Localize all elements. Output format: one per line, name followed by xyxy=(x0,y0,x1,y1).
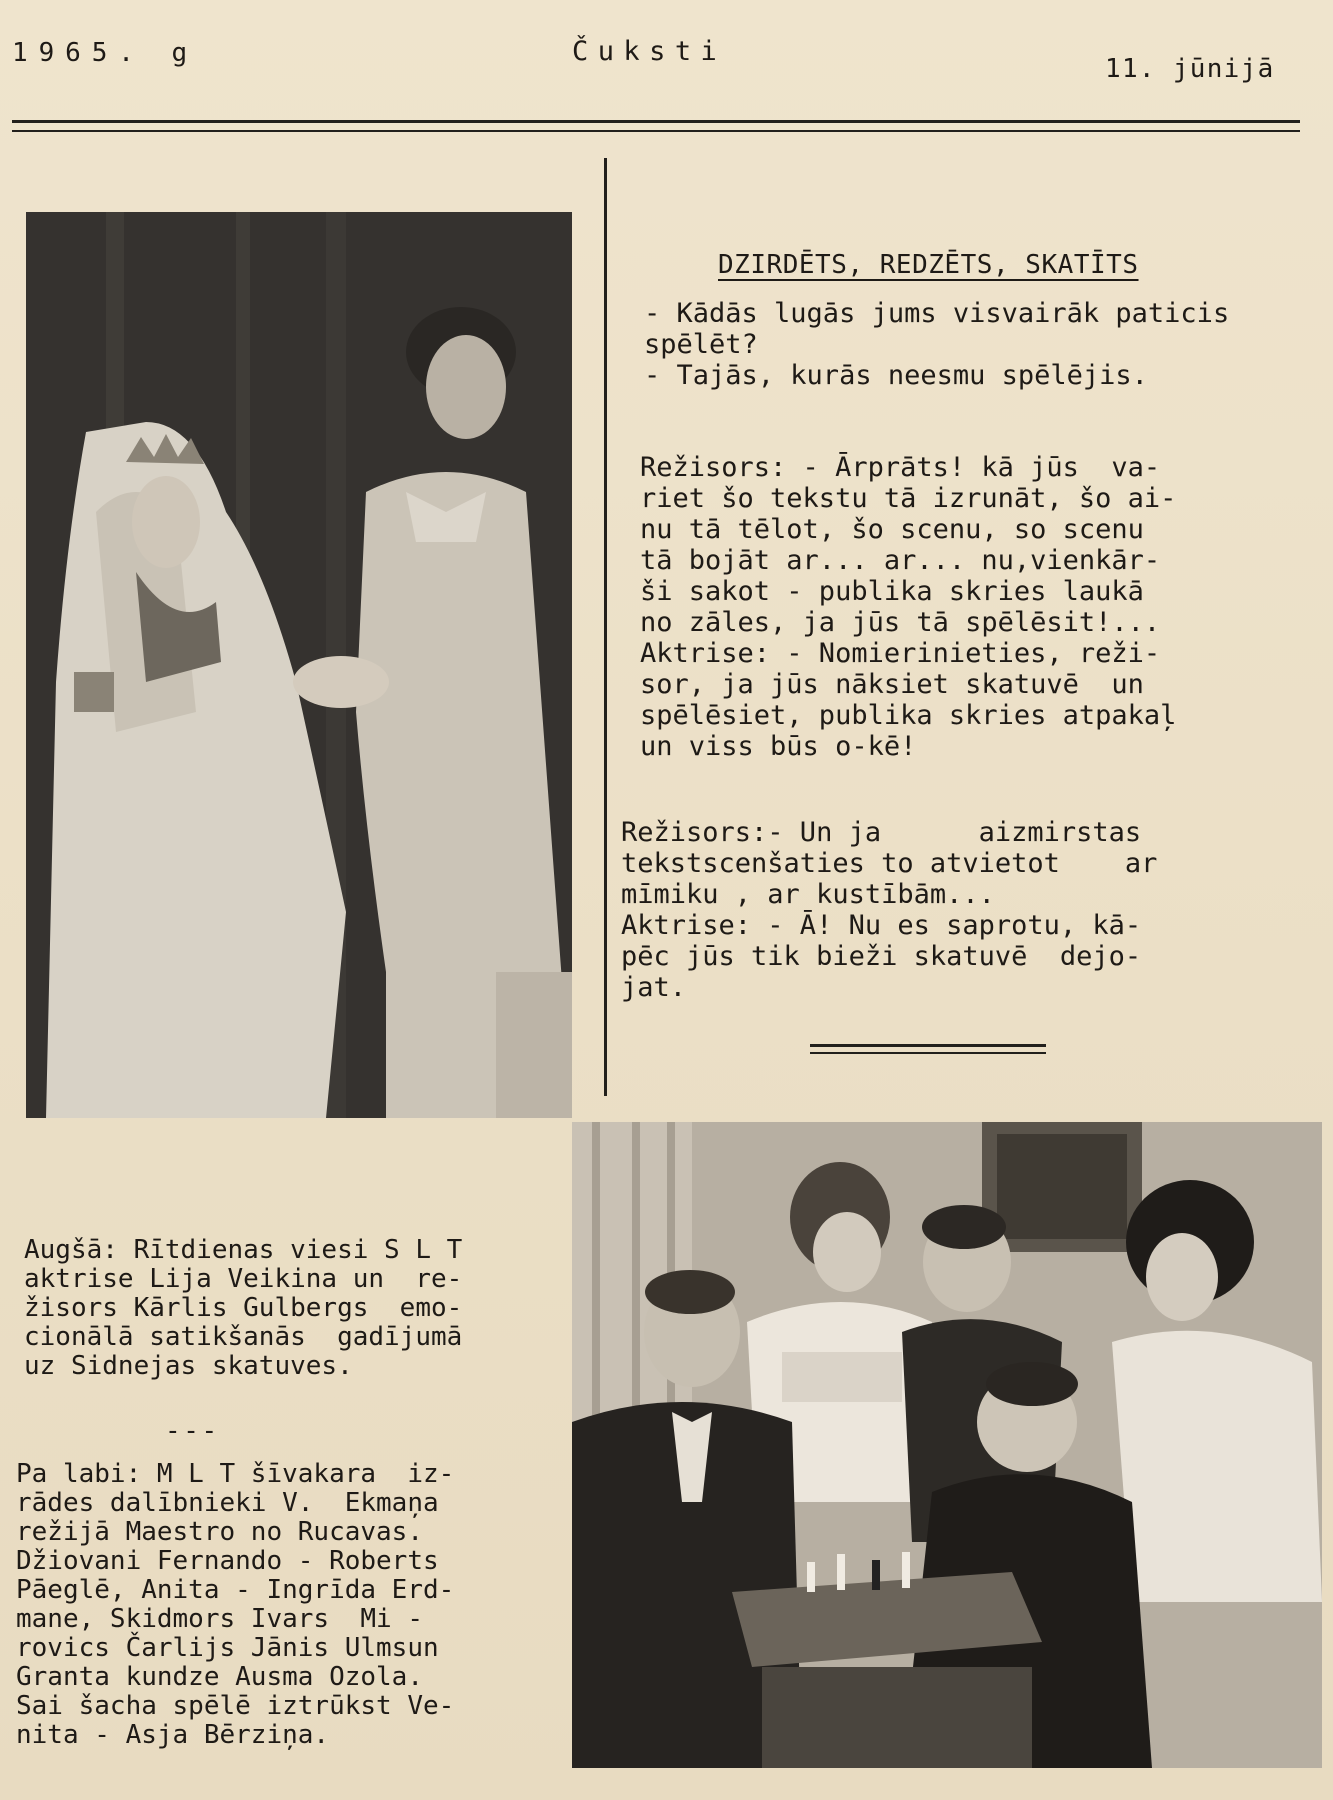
header-date: 11. jūnijā xyxy=(1105,54,1275,84)
column-divider xyxy=(604,158,607,1096)
stage-photo-image xyxy=(26,212,572,1118)
header-rule-bottom xyxy=(12,130,1300,132)
stage-photo xyxy=(26,212,572,1118)
caption-separator: --- xyxy=(165,1416,220,1446)
header-title: Čuksti xyxy=(572,36,727,67)
article-block-2: Režisors: - Ārprāts! kā jūs va- riet šo tekstu tā izrunāt, šo ai- nu tā tēlot, šo scenu, so scenu tā bojāt ar... ar... nu,vienkār- ši sakot - publika skries laukā no zāles, ja jūs tā spēlēsit!... Aktrise: - Nomierinieties, reži- sor, ja jūs nāksiet skatuvē un spēlēsiet, publika skries atpakaļ un viss būs o-kē! xyxy=(640,452,1177,762)
cast-photo xyxy=(572,1122,1322,1768)
article-block-1: - Kādās lugās jums visvairāk paticis spēlēt? - Tajās, kurās neesmu spēlējis. xyxy=(644,298,1230,391)
caption-top: Augšā: Rītdienas viesi S L T aktrise Lija Veikina un re- žisors Kārlis Gulbergs emo- cionālā satikšanās gadījumā uz Sidnejas skatuves. xyxy=(24,1235,463,1381)
cast-photo-image xyxy=(572,1122,1322,1768)
article-heading: DZIRDĒTS, REDZĒTS, SKATĪTS xyxy=(718,250,1139,280)
caption-right: Pa labi: M L T šīvakara iz- rādes dalībnieki V. Ekmaņa režijā Maestro no Rucavas. Džiovani Fernando - Roberts Pāeglē, Anita - Ingrīda Erd- mane, Skidmors Ivars Mi - rovics Čarlijs Jānis Ulmsun Granta kundze Ausma Ozola. Sai šacha spēlē iztrūkst Ve- nita - Asja Bērziņa. xyxy=(16,1459,455,1750)
article-block-3: Režisors:- Un ja aizmirstas tekstscenšaties to atvietot ar mīmiku , ar kustībām... Aktrise: - Ā! Nu es saprotu, kā- pēc jūs tik bieži skatuvē dejo- jat. xyxy=(621,817,1158,1003)
header-year: 1965. g xyxy=(12,38,199,68)
article-end-rule-1 xyxy=(810,1044,1046,1047)
header-rule-top xyxy=(12,120,1300,123)
article-end-rule-2 xyxy=(810,1052,1046,1054)
